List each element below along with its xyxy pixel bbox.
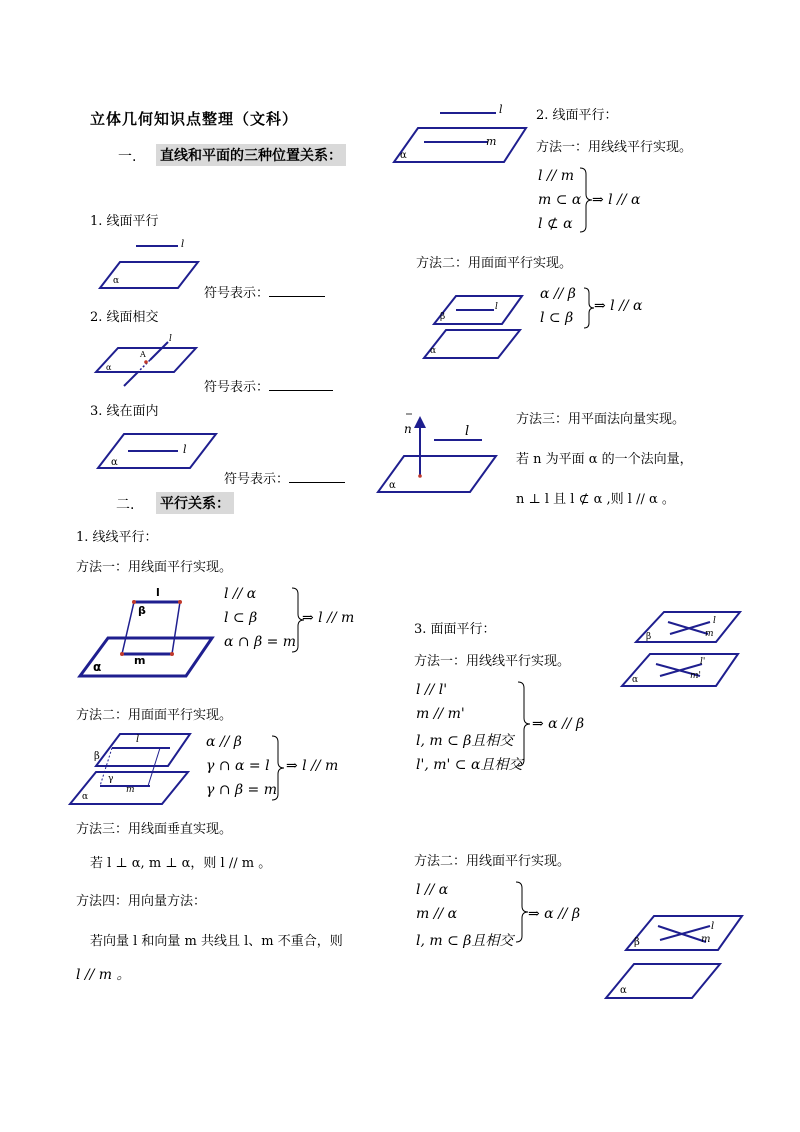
r2-cond-1: α // β (540, 286, 576, 302)
l2-cond-2: γ ∩ α = l (206, 758, 270, 774)
fig4-label-l: l (156, 586, 160, 599)
fig3-label-l: l (183, 443, 187, 456)
fig9-label-mp: m' (690, 671, 702, 681)
fig2-label-l: l (169, 334, 172, 344)
section-2-heading: 平行关系： (156, 492, 234, 514)
f-method-2-heading: 方法二：用线面平行实现。 (414, 854, 571, 869)
item-line-plane-parallel-2: 2. 线面平行： (536, 108, 618, 123)
fig9-label-l: l (713, 616, 716, 626)
fig5-label-beta: β (94, 751, 100, 762)
fig9-label-alpha: α (632, 675, 639, 685)
method-4-heading: 方法四：用向量方法： (76, 894, 207, 909)
item-line-plane-parallel: 1. 线面平行 (90, 214, 159, 229)
fig5-label-l: l (136, 734, 140, 745)
fig8-label-alpha: α (389, 480, 396, 491)
l1-cond-3: α ∩ β = m (224, 634, 297, 650)
f1-result: ⇒ α // β (532, 716, 585, 732)
f-method-1-heading: 方法一：用线线平行实现。 (414, 654, 571, 669)
item-line-in-plane: 3. 线在面内 (90, 404, 159, 419)
fig1-label-l: l (181, 239, 185, 250)
fig3-label-alpha: α (111, 457, 118, 468)
fig9-label-beta: β (646, 632, 652, 642)
fig5-label-gamma: γ (108, 774, 114, 784)
l2-result: ⇒ l // m (286, 758, 339, 774)
section-2-number: 二. (116, 497, 135, 513)
fig10-label-beta: β (634, 937, 640, 948)
fig7-label-alpha: α (430, 346, 437, 356)
l2-cond-3: γ ∩ β = m (206, 782, 277, 798)
fig4-label-alpha: α (93, 660, 102, 674)
fig9-label-m: m (705, 629, 714, 639)
r-method-1-heading: 方法一：用线线平行实现。 (536, 140, 693, 155)
f1-cond-3: l, m ⊂ β且相交 (416, 733, 514, 749)
symbol-prompt-2: 符号表示： (204, 376, 333, 395)
method-3-heading: 方法三：用线面垂直实现。 (76, 822, 233, 837)
fig9-label-lp: l' (700, 657, 706, 667)
fig8-label-l: l (465, 424, 470, 439)
method-1-heading: 方法一：用线面平行实现。 (76, 560, 233, 575)
section-1-number: 一. (118, 149, 137, 165)
item-line-line-parallel: 1. 线线平行： (76, 530, 158, 545)
method-3-text: 若 l ⊥ α, m ⊥ α，则 l // m 。 (90, 856, 272, 871)
page-title: 立体几何知识点整理（文科） (90, 110, 299, 128)
fig5-label-m: m (126, 785, 135, 795)
l1-cond-2: l ⊂ β (224, 610, 258, 626)
r2-result: ⇒ l // α (594, 298, 643, 314)
item-plane-plane-parallel: 3. 面面平行： (414, 622, 496, 637)
symbol-prompt-1: 符号表示： (204, 282, 325, 301)
fig10-label-l: l (711, 921, 715, 932)
section-1-heading: 直线和平面的三种位置关系： (156, 144, 346, 166)
l2-cond-1: α // β (206, 734, 242, 750)
item-line-plane-intersect: 2. 线面相交 (90, 310, 159, 325)
r2-cond-2: l ⊂ β (540, 310, 574, 326)
fig8-label-n: n (404, 422, 412, 436)
fig1-label-alpha: α (113, 276, 120, 286)
fig7-label-l: l (495, 302, 498, 312)
fig6-label-alpha: α (400, 150, 407, 161)
fig4-label-beta: β (138, 604, 146, 617)
fig7-label-beta: β (440, 312, 446, 322)
f1-cond-1: l // l' (416, 682, 448, 698)
fig5-label-alpha: α (82, 792, 89, 802)
fig2-label-A: A (140, 350, 146, 359)
l1-cond-1: l // α (224, 586, 257, 602)
r1-cond-3: l ⊄ α (538, 216, 573, 232)
f2-cond-1: l // α (416, 882, 449, 898)
fig6-label-m: m (486, 135, 497, 148)
fig10-label-m: m (701, 934, 711, 945)
r-method-3-text-1: 若 n 为平面 α 的一个法向量， (516, 452, 693, 467)
fig2-label-alpha: α (106, 363, 112, 372)
f2-cond-3: l, m ⊂ β且相交 (416, 933, 514, 949)
symbol-prompt-3: 符号表示： (224, 468, 345, 487)
f1-cond-4: l', m' ⊂ α且相交 (416, 757, 523, 773)
l1-result: ⇒ l // m (302, 610, 355, 626)
method-4-text-2: l // m 。 (76, 967, 131, 983)
f2-result: ⇒ α // β (528, 906, 581, 922)
r-method-3-text-2: n ⊥ l 且 l ⊄ α ,则 l // α 。 (516, 492, 675, 507)
r1-cond-2: m ⊂ α (538, 192, 582, 208)
r1-result: ⇒ l // α (592, 192, 641, 208)
f1-cond-2: m // m' (416, 706, 465, 722)
r-method-2-heading: 方法二：用面面平行实现。 (416, 256, 573, 271)
fig10-label-alpha: α (620, 985, 627, 996)
fig4-label-m: m (134, 654, 146, 667)
r1-cond-1: l // m (538, 168, 575, 184)
method-4-text: 若向量 l 和向量 m 共线且 l、m 不重合，则 (90, 934, 343, 949)
f2-cond-2: m // α (416, 906, 458, 922)
r-method-3-heading: 方法三：用平面法向量实现。 (516, 412, 686, 427)
fig6-label-l: l (499, 103, 503, 116)
method-2-heading: 方法二：用面面平行实现。 (76, 708, 233, 723)
